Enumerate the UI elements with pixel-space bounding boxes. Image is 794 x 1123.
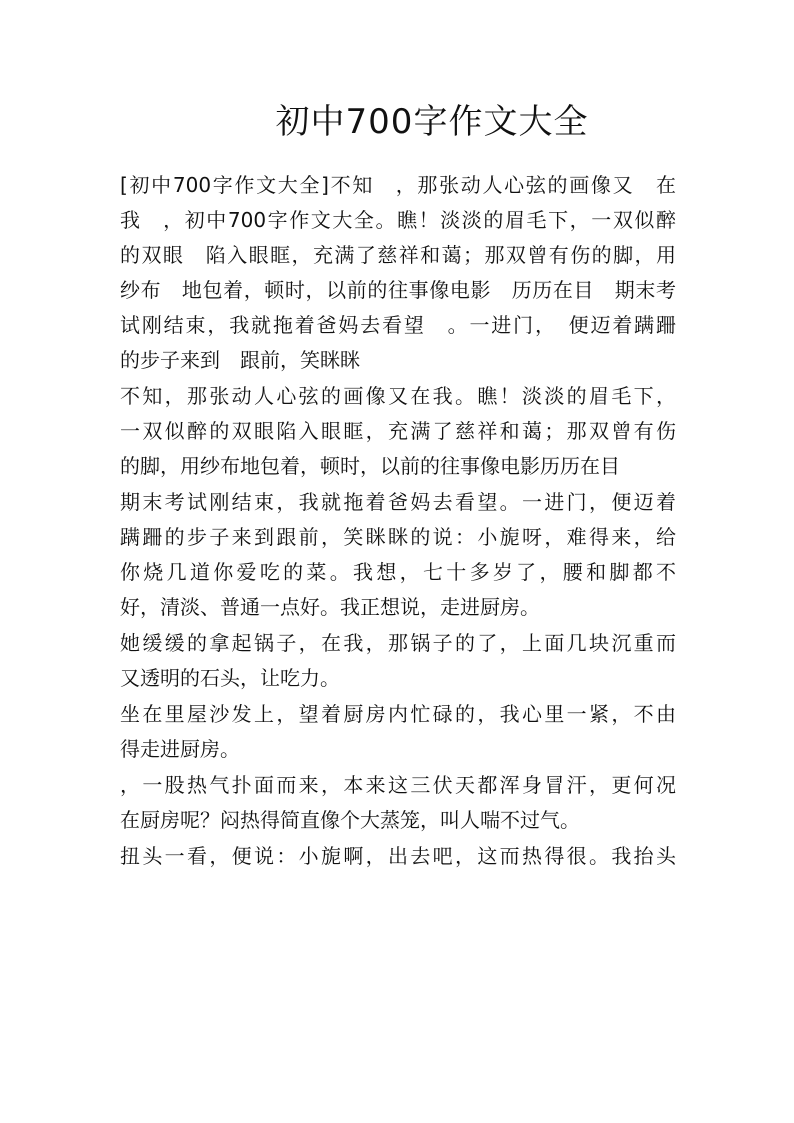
text-line: 扭头一看，便说：小旎啊，出去吧，这而热得很。我抬头 (120, 844, 676, 868)
text-line: 在厨房呢？闷热得简直像个大蒸笼，叫人喘不过气。 (120, 808, 580, 832)
document-body (120, 168, 676, 875)
text-line: ，一股热气扑面而来，本来这三伏天都浑身冒汗，更何况 (120, 773, 676, 797)
text-line: 坐在里屋沙发上，望着厨房内忙碌的，我心里一紧，不由 (120, 702, 676, 726)
text-line: 纱布 地包着，顿时，以前的往事像电影 历历在目 期末考 (120, 278, 676, 302)
text-line: 期末考试刚结束，我就拖着爸妈去看望。一进门，便迈着 (120, 490, 676, 514)
text-line: 试刚结束，我就拖着爸妈去看望 。一进门， 便迈着蹒跚 (120, 313, 676, 337)
text-line: 的双眼 陷入眼眶，充满了慈祥和蔼；那双曾有伤的脚，用 (120, 243, 676, 267)
paragraph-1 (120, 168, 676, 378)
paragraph-5 (120, 697, 676, 767)
text-line: 又透明的石头，让吃力。 (120, 666, 340, 690)
paragraph-7 (120, 839, 676, 874)
text-line: 不知，那张动人心弦的画像又在我。瞧！淡淡的眉毛下， (120, 384, 676, 408)
paragraph-3 (120, 485, 676, 625)
paragraph-4 (120, 626, 676, 696)
text-line: 我 ，初中700字作文大全。瞧！淡淡的眉毛下，一双似醉 (120, 208, 676, 232)
text-line: 得走进厨房。 (120, 737, 240, 761)
text-line: 的步子来到 跟前，笑眯眯 (120, 348, 360, 372)
text-line: 蹒跚的步子来到跟前，笑眯眯的说：小旎呀，难得来，给 (120, 525, 676, 549)
text-line: [初中700字作文大全]不知 ，那张动人心弦的画像又 在 (120, 173, 676, 197)
text-line: 你烧几道你爱吃的菜。我想，七十多岁了，腰和脚都不 (120, 560, 676, 584)
text-line: 好，清淡、普通一点好。我正想说，走进厨房。 (120, 595, 540, 619)
document-title: 初中700字作文大全 (275, 102, 589, 142)
text-line: 的脚，用纱布地包着，顿时，以前的往事像电影历历在目 (120, 454, 620, 478)
paragraph-2 (120, 379, 676, 484)
text-line: 一双似醉的双眼陷入眼眶，充满了慈祥和蔼；那双曾有伤 (120, 419, 676, 443)
text-line: 她缓缓的拿起锅子，在我，那锅子的了，上面几块沉重而 (120, 631, 676, 655)
paragraph-6 (120, 768, 676, 838)
